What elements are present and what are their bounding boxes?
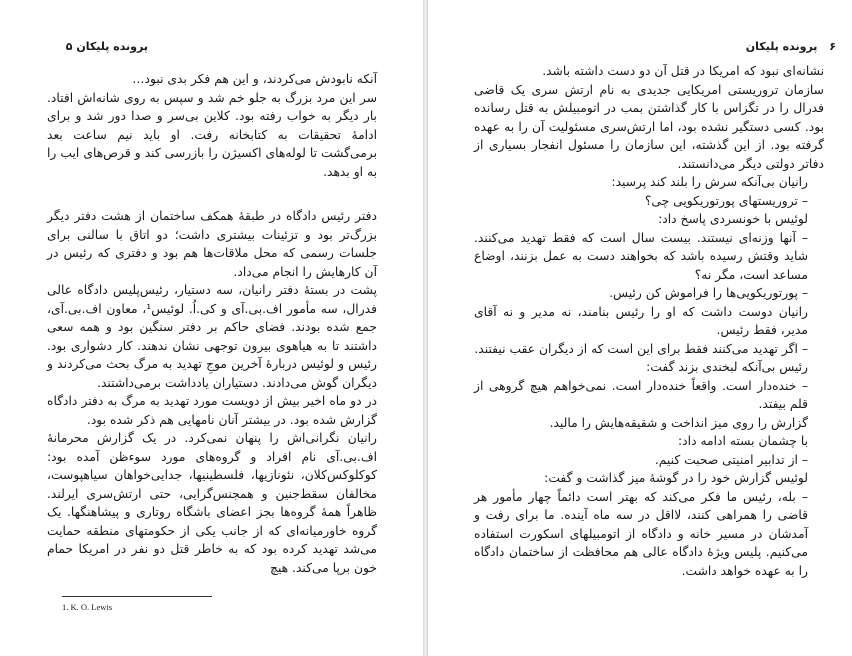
dialogue-line: – آنها وزنه‌ای نیستند. بیست سال است که فقط تهدید می‌کنند. شاید وقتش رسیده باشد که بخواهند دست به عمل بزنند، اوضاع مساعد است، مگر نه؟	[474, 230, 808, 282]
dialogue-line: – خنده‌دار است. واقعاً خنده‌دار است. نمی‌خواهم هیچ گروهی از قلم بیفتد.	[474, 378, 808, 411]
footnote-divider	[62, 596, 212, 597]
paragraph: نشانه‌ای نبود که امریکا در قتل آن دو دست داشته باشد.	[542, 64, 824, 78]
paragraph: سازمان تروریستی امریکایی جدیدی به نام ارتش سری یک قاضی فدرال را در تگزاس با کار گذاشتن بمب در اتومبیلش به قتل رسانده بود. کسی دستگیر نشده بود، اما ارتش‌سری مسئولیت آن را به عهده گرفته بود. از این گذشته، این سازمان را مسئول انفجار بسیاری از دفاتر دولتی دیگر می‌دانستند.	[474, 82, 824, 171]
right-page	[428, 0, 852, 656]
page-number: ۶	[829, 40, 836, 53]
paragraph: در دو ماه اخیر بیش از دویست مورد تهدید به مرگ به دفتر دادگاه گزارش شده بود. در بیشتر آنان نامهایی هم ذکر شده بود.	[47, 394, 377, 427]
left-page	[0, 0, 423, 656]
paragraph: سر این مرد بزرگ به جلو خم شد و سپس به روی شانه‌اش افتاد. بار دیگر به خواب رفته بود. کلاین بی‌سر و صدا دور شد و برای ادامهٔ تحقیقات به کتابخانه رفت. او باید نیم ساعت بعد برمی‌گشت تا لوله‌های اکسیژن را بازرسی کند و قرص‌های ایب را به او بدهد.	[47, 90, 377, 179]
dialogue-line: – تروریستهای پورتوریکویی چی؟	[644, 193, 808, 208]
paragraph: پشت در بستهٔ دفتر رانیان، سه دستیار، رئیس‌پلیس دادگاه عالی فدرال، سه مأمور اف.بی.آی و کی.اُ. لوئیس¹، معاون اف.بی.آی، جمع شده بودند. فضای حاکم بر دفتر سنگین بود و همه سعی داشتند تا به هیاهوی بیرون توجهی نشان ندهند. کار دشواری بود. رئیس و لوئیس دربارهٔ آخرین موجِ تهدید به مرگ بحث می‌کردند و دیگران گوش می‌دادند. دستیاران یادداشت برمی‌داشتند.	[47, 283, 377, 390]
paragraph: رانیان بی‌آنکه سرش را بلند کند پرسید:	[611, 175, 808, 189]
page-body	[47, 70, 377, 577]
paragraph: گزارش را روی میز انداخت و شقیقه‌هایش را مالید.	[549, 415, 808, 430]
paragraph: دفتر رئیس دادگاه در طبقهٔ همکف ساختمان از هشت دفتر دیگر بزرگ‌تر بود و تزئینات بیشتری داشت؛ دو اتاق با سالنی برای جلسات رسمی که محل ملاقات‌ها هم بود و دفتری که رئیس در آن کارهایش را انجام می‌داد.	[47, 209, 377, 279]
running-header	[58, 40, 148, 53]
dialogue-line: – پورتوریکویی‌ها را فراموش کن رئیس.	[609, 286, 808, 300]
footnote: 1. K. O. Lewis	[62, 602, 113, 612]
paragraph: رانیان دوست داشت که او را رئیس بنامند، نه مدیر و نه آقای مدیر، فقط رئیس.	[474, 304, 808, 337]
dialogue-line: – بله، رئیس ما فکر می‌کند که بهتر است دائماً چهار مأمور هر قاضی را همراهی کنند، لااقل در سه ماه آینده. ما برای رفت و آمدشان در مسیر خانه و دادگاه از اتومبیلهای اسکورت استفاده می‌کنیم. پلیس ویژهٔ دادگاه عالی هم محافظت از ساختمان دادگاه را به عهده خواهد داشت.	[474, 489, 808, 578]
header-title: پرونده پلیکان	[745, 40, 818, 53]
dialogue-line: – اگر تهدید می‌کنند فقط برای این است که از دیگران عقب نیفتند.	[474, 341, 808, 356]
dialogue-line: – از تدابیر امنیتی صحبت کنیم.	[654, 452, 808, 467]
paragraph: لوئیس با خونسردی پاسخ داد:	[658, 212, 808, 226]
paragraph: آنکه نابودش می‌کردند، و این هم فکر بدی نبود…	[132, 72, 377, 86]
page-body	[474, 62, 824, 580]
header-title: پرونده پلیکان	[76, 40, 148, 53]
paragraph: با چشمان بسته ادامه داد:	[678, 434, 808, 448]
running-header	[746, 40, 836, 53]
paragraph: رانیان نگرانی‌اش را پنهان نمی‌کرد. در یک گزارش محرمانهٔ اف.بی.آی نام افراد و گروه‌های مورد سوءظن آمده بود: کوکلوکس‌کلان، نئونازیها، فلسطینیها، جدایی‌خواهان سیاهپوست، مخالفان سقط‌جنین و همجنس‌گرایی، حتی ارتش‌سری ایرلند. ظاهراً همهٔ گروه‌ها بجز اعضای باشگاه روتاری و پیشاهنگها. یک گروه خاورمیانه‌ای که از جانب یکی از حکومتهای منطقه حمایت می‌شد تهدید کرده بود که به خاطر قتل دو نفر در امریکا حمام خون برپا می‌کند. هیچ	[47, 431, 377, 575]
page-number: ۵	[65, 40, 73, 53]
paragraph: لوئیس گزارش خود را در گوشهٔ میز گذاشت و گفت:	[544, 471, 808, 485]
paragraph: رئیس بی‌آنکه لبخندی بزند گفت:	[646, 360, 808, 374]
